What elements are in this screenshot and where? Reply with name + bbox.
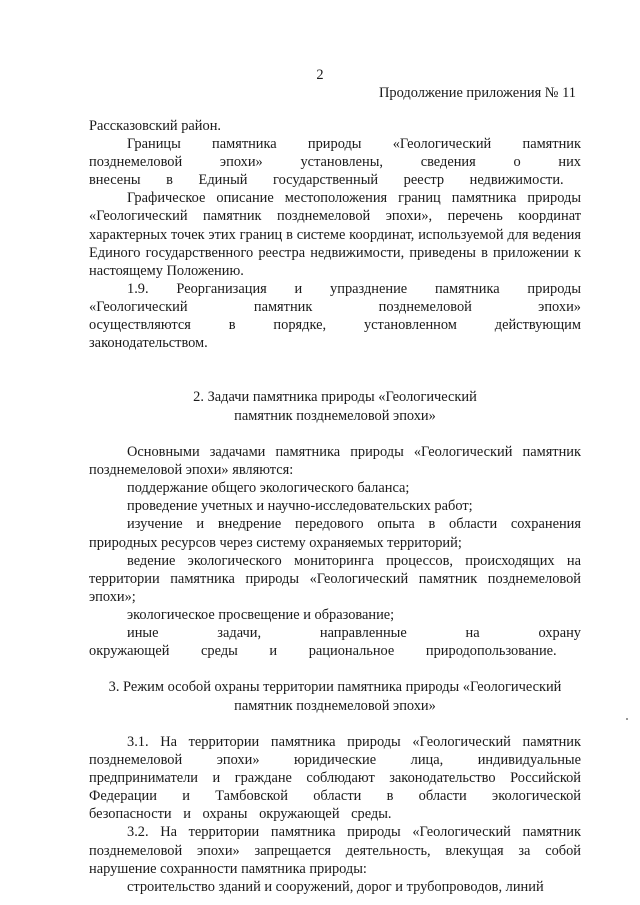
paragraph-3-2: 3.2. На территории памятника природы «Геологический памятник позднемеловой эпохи» запрещается деятельность, влекущая за собой нарушение сохранности памятника природы: — [89, 824, 581, 877]
section-3-heading-line2: памятник позднемеловой эпохи» — [234, 697, 436, 714]
section-2-content — [89, 443, 581, 660]
task-item: иные задачи, направленные на охрану окружающей среды и рациональное природопользование. — [89, 624, 581, 660]
section-2-intro: Основными задачами памятника природы «Геологический памятник позднемеловой эпохи» являются: — [89, 444, 581, 479]
scan-speck — [626, 718, 628, 720]
paragraph-graphic-description: Графическое описание местоположения границ памятника природы «Геологический памятник позднемеловой эпохи», перечень координат характерных точек этих границ в системе координат, используемой для ведения Единого государственного реестра недвижимости, приведены в приложении к настоящему Положению. — [89, 190, 581, 279]
paragraph-1-9: 1.9. Реорганизация и упразднение памятника природы «Геологический памятник позднемеловой эпохи» осуществляются в порядке, установленном действующим законодательством. — [89, 280, 581, 352]
paragraph-district: Рассказовский район. — [89, 118, 221, 134]
document-body — [89, 117, 581, 896]
paragraph-boundaries: Границы памятника природы «Геологический памятник позднемеловой эпохи» установлены, сведения о них внесены в Единый государственный реестр недвижимости. — [89, 136, 581, 189]
section-3-content — [89, 733, 581, 896]
appendix-continuation-label: Продолжение приложения № 11 — [379, 85, 576, 101]
section-3-heading-line1: 3. Режим особой охраны территории памятника природы «Геологический — [108, 679, 562, 696]
task-item: изучение и внедрение передового опыта в области сохранения природных ресурсов через систему охраняемых территорий; — [89, 516, 581, 551]
task-item: ведение экологического мониторинга процессов, происходящих на территории памятника природы «Геологический памятник позднемеловой эпохи»; — [89, 552, 581, 605]
task-item: поддержание общего экологического баланса; — [127, 480, 410, 497]
section-3-heading — [89, 678, 581, 715]
page-number: 2 — [316, 67, 324, 83]
section-2-heading-line1: 2. Задачи памятника природы «Геологический — [193, 389, 477, 406]
paragraph-3-2-item: строительство зданий и сооружений, дорог и трубопроводов, линий — [127, 878, 544, 895]
task-item: проведение учетных и научно-исследовательских работ; — [127, 498, 473, 515]
section-2-heading-line2: памятник позднемеловой эпохи» — [234, 407, 436, 424]
section-2-heading — [89, 388, 581, 425]
task-item: экологическое просвещение и образование; — [127, 606, 395, 623]
paragraph-3-1: 3.1. На территории памятника природы «Геологический памятник позднемеловой эпохи» юридические лица, индивидуальные предприниматели и граждане соблюдают законодательство Российской Федерации и Тамбовской области в области экологической безопасности и охраны окружающей среды. — [89, 733, 581, 823]
